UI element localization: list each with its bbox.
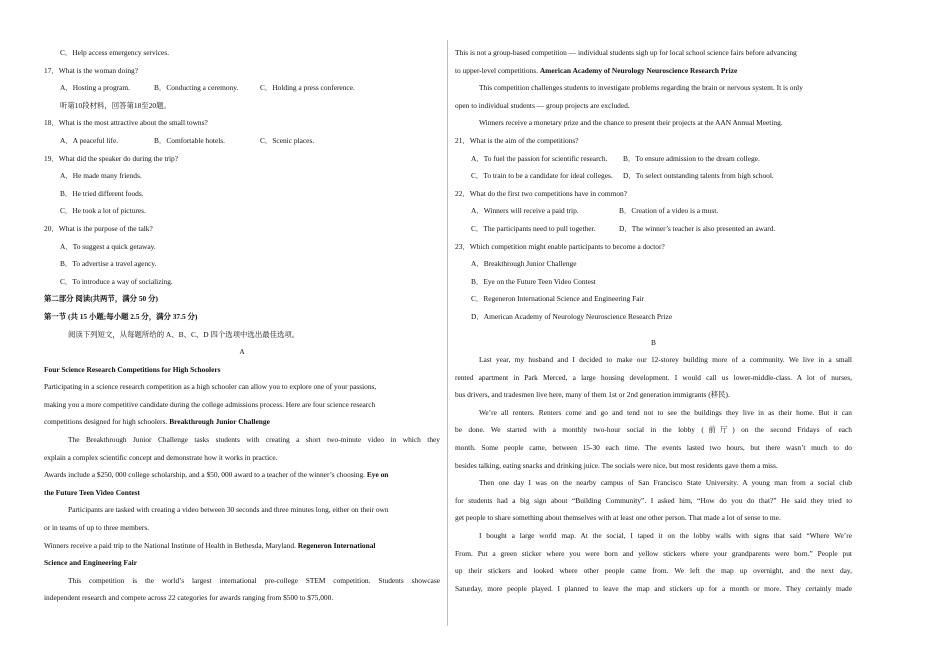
passage-a-p1-line3 — [44, 413, 440, 431]
passage-a-p6-line1: This competition is the world’s largest international pre-college STEM competition. Students showcase — [68, 575, 440, 585]
q22-stem: 22．What do the first two competitions have in common? — [455, 188, 628, 198]
listening-instruction: 听第10段材料，回答第18至20题。 — [60, 100, 171, 110]
q23-option-d: D．American Academy of Neurology Neuroscience Research Prize — [471, 311, 673, 321]
passage-a-cont-text: to upper-level competitions. — [455, 65, 538, 75]
q23-option-a: A．Breakthrough Junior Challenge — [471, 259, 577, 269]
q20-option-b: B．To advertise a travel agency. — [60, 259, 157, 269]
q22-option-a: A．Winners will receive a paid trip. — [471, 206, 579, 216]
q17-option-a: A．Hosting a program. — [60, 83, 130, 93]
left-column — [44, 44, 440, 607]
passage-a-p1-text: competitions designed for high schoolers. — [44, 417, 168, 427]
passage-a-p6-line2: independent research and compete across 22 categories for awards ranging from $500 to $75,000. — [44, 593, 334, 603]
passage-a-title: Four Science Research Competitions for High Schoolers — [44, 364, 221, 374]
q19-option-b: B．He tried different foods. — [60, 188, 144, 198]
q21-option-b: B．To ensure admission to the dream college. — [623, 153, 760, 163]
q22-option-c: C．The participants need to pull together. — [471, 223, 596, 233]
q23-stem: 23．Which competition might enable participants to become a doctor? — [455, 241, 665, 251]
passage-b-line11: I bought a large world map. At the social, I taped it on the lobby walls with signs that said “Where We’re — [479, 531, 852, 541]
passage-a-p2-line2: explain a complex scientific concept and demonstrate how it works in practice. — [44, 452, 278, 462]
q20-option-a: A．To suggest a quick getaway. — [60, 241, 156, 251]
passage-b-line13: up their stickers and looked where other people came from. We left the map up overnight, and the next day, — [455, 566, 852, 576]
passage-a-cont-line5: Winners receive a monetary prize and the chance to present their projects at the AAN Annual Meeting. — [479, 118, 783, 128]
q22-option-d: D．The winner’s teacher is also presented an award. — [619, 223, 776, 233]
passage-a-p4-line2: or in teams of up to three members. — [44, 523, 150, 533]
q22-options-cd — [455, 220, 852, 238]
q17-options — [44, 79, 440, 97]
q18-option-b: B．Comfortable hotels. — [154, 135, 226, 145]
competition-heading-3b: Science and Engineering Fair — [44, 558, 137, 568]
passage-b-line10: get people to share something about themselves with at least one other person. That made a lot of sense to me. — [455, 513, 781, 523]
q18-option-a: A．A peaceful life. — [60, 135, 119, 145]
passage-a-cont-line3: This competition challenges students to investigate problems regarding the brain or nervous system. It is only — [479, 83, 803, 93]
passage-a-p5-text: Winners receive a paid trip to the National Institute of Health in Bethesda, Maryland. — [44, 540, 296, 550]
competition-heading-2b: the Future Teen Video Contest — [44, 487, 140, 497]
q21-options-ab — [455, 150, 852, 168]
q19-option-c: C．He took a lot of pictures. — [60, 206, 146, 216]
passage-a-p5-line1 — [44, 537, 440, 555]
passage-b-line14: Saturday, more people played. I planned to leave the map and stickers up for a month or more. They certainly made — [455, 583, 852, 593]
q21-option-d: D．To select outstanding talents from high school. — [623, 171, 774, 181]
column-divider — [447, 40, 448, 626]
passage-a-p1-line1: Participating in a science research competition as a high schooler can allow you to explore one of your passions, — [44, 382, 377, 392]
q19-option-a: A．He made many friends. — [60, 171, 142, 181]
competition-heading-3a: Regeneron International — [297, 540, 376, 550]
q18-stem: 18．What is the most attractive about the small towns? — [44, 118, 208, 128]
passage-b-line8: Then one day I was on the nearby campus of San Francisco State University. A young man from a social club — [479, 478, 852, 488]
section1-heading: 第一节 (共 15 小题;每小题 2.5 分，满分 37.5 分) — [44, 311, 198, 321]
passage-b-line9: for students had a big sign about “Building Community”. I asked him, “How do you do that?” He said they tried to — [455, 495, 852, 505]
q21-option-c: C．To train to be a candidate for ideal colleges. — [471, 171, 613, 181]
q16-option-c: C．Help access emergency services. — [60, 48, 170, 57]
q18-option-c: C．Scenic places. — [260, 135, 315, 145]
passage-a-cont-line2 — [455, 62, 852, 80]
q23-option-b: B．Eye on the Future Teen Video Contest — [471, 276, 596, 286]
passage-a-p4-line1: Participants are tasked with creating a video between 30 seconds and three minutes long, either on their own — [68, 505, 389, 515]
right-column — [455, 44, 852, 597]
passage-a-p3-line1 — [44, 466, 440, 484]
passage-a-label: A — [239, 347, 245, 357]
q20-option-c: C．To introduce a way of socializing. — [60, 276, 173, 286]
competition-heading-4: American Academy of Neurology Neuroscience Research Prize — [539, 65, 738, 75]
passage-b-line12: From. Put a green sticker where you were born and yellow stickers where your grandparents were born.” People put — [455, 548, 852, 558]
q22-option-b: B．Creation of a video is a must. — [619, 206, 719, 216]
q21-options-cd — [455, 167, 852, 185]
passage-a-p1-line2: making you a more competitive candidate during the college admissions process. Here are four science research — [44, 399, 376, 409]
q23-option-c: C．Regeneron International Science and Engineering Fair — [471, 294, 645, 304]
passage-b-line7: besides talking, eating snacks and drinking juice. The socials were nice, but most residents gave them a miss. — [455, 460, 778, 470]
passage-b-line2: rented apartment in Park Merced, a large housing development. I would call us lower-middle-class. A lot of nurses, — [455, 372, 852, 382]
q17-stem: 17．What is the woman doing? — [44, 65, 139, 75]
passage-b-line5: be done. We started with a monthly two-hour social in the lobby (前厅) on the second Fridays of each — [455, 425, 852, 435]
passage-a-p3-text: Awards include a $250, 000 college scholarship, and a $50, 000 award to a teacher of the winner’s choosing. — [44, 470, 365, 480]
part2-heading: 第二部分 阅读(共两节，满分 50 分) — [44, 294, 158, 304]
passage-a-cont-line4: open to individual students — group projects are excluded. — [455, 100, 630, 110]
q19-stem: 19．What did the speaker do during the trip? — [44, 153, 179, 163]
passage-b-label: B — [651, 337, 656, 347]
q17-option-c: C．Holding a press conference. — [260, 83, 355, 93]
q21-option-a: A．To fuel the passion for scientific research. — [471, 153, 608, 163]
q18-options — [44, 132, 440, 150]
q20-stem: 20．What is the purpose of the talk? — [44, 223, 153, 233]
spacer — [455, 326, 852, 334]
passage-b-line6: month. Some people came, between 15-30 each time. The events lasted two hours, but there wasn’t much to do — [455, 443, 852, 453]
competition-heading-2a: Eye on — [366, 470, 389, 480]
q17-option-b: B．Conducting a ceremony. — [154, 83, 239, 93]
competition-heading-1: Breakthrough Junior Challenge — [169, 417, 270, 427]
passage-b-line4: We’re all renters. Renters come and go and tend not to see the buildings they live in as their home. But it can — [479, 407, 852, 417]
passage-a-cont-line1: This is not a group-based competition — individual students sigh up for local school science fairs before advancing — [455, 48, 797, 57]
section1-instruction: 阅读下列短文，从每题所给的 A、B、C、D 四个选项中选出最佳选项。 — [68, 329, 300, 339]
q21-stem: 21．What is the aim of the competitions? — [455, 135, 579, 145]
passage-b-line1: Last year, my husband and I decided to make our 12-storey building more of a community. We live in a small — [479, 355, 852, 365]
q22-options-ab — [455, 202, 852, 220]
passage-a-p2-line1: The Breakthrough Junior Challenge tasks students with creating a short two-minute video in which they — [68, 435, 440, 445]
passage-b-line3: bus drivers, and tradesmen live here, many of them 1st or 2nd generation immigrants (移民). — [455, 390, 730, 400]
